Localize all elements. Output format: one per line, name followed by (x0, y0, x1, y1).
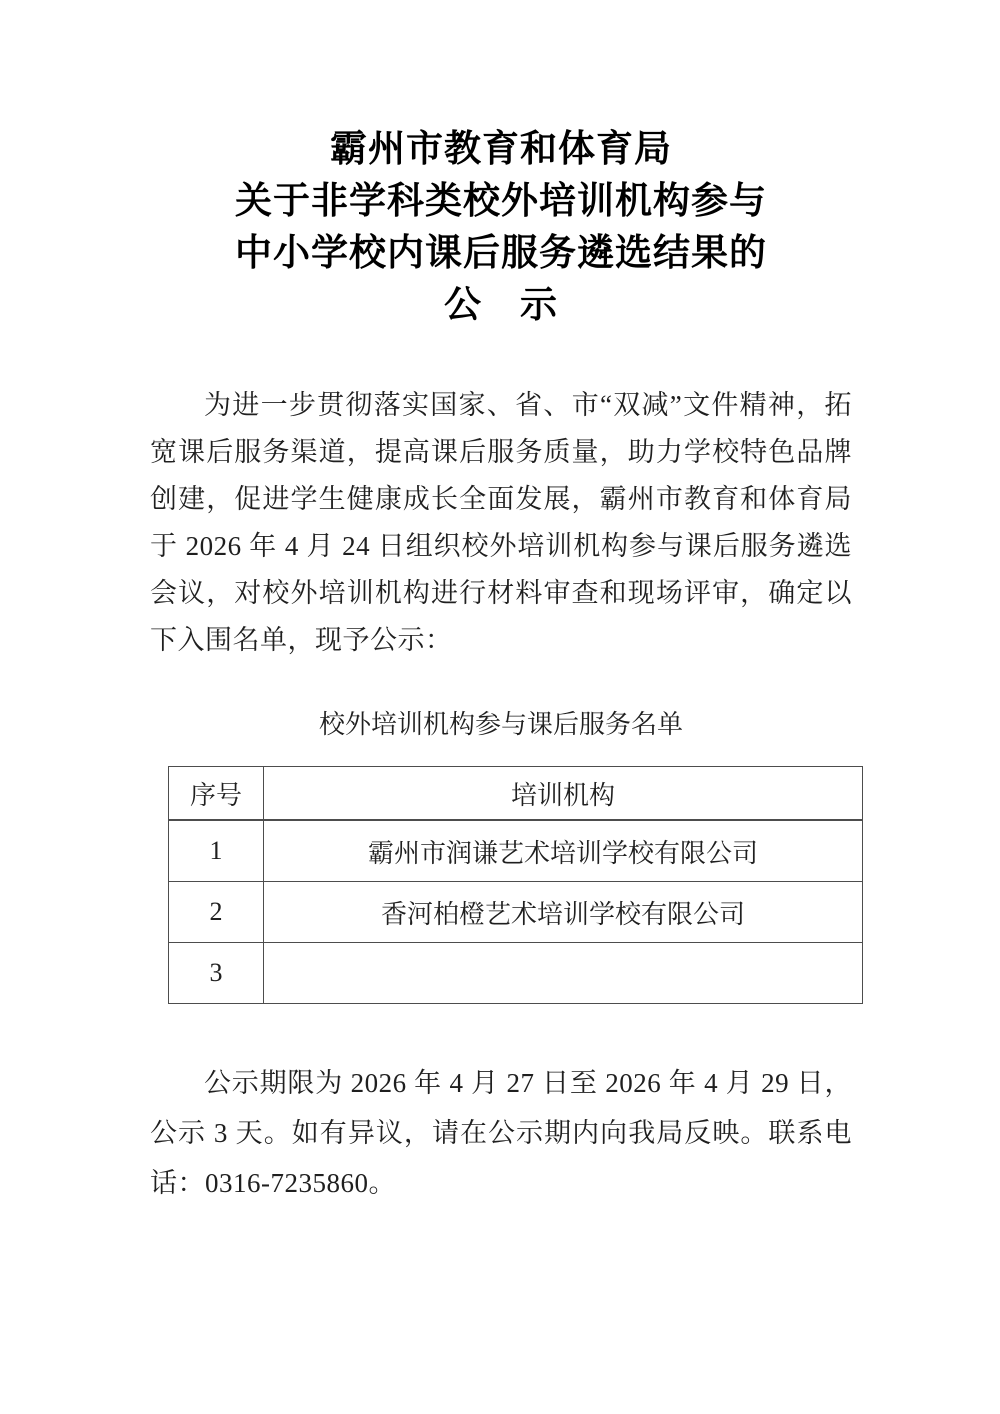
cell-index: 3 (169, 943, 264, 1004)
table-header-row (169, 767, 863, 821)
document-title (150, 0, 852, 332)
table-row (169, 943, 863, 1004)
cell-index: 2 (169, 882, 264, 943)
table-caption: 校外培训机构参与课后服务名单 (318, 710, 683, 739)
title-line-agency: 霸州市教育和体育局 (330, 129, 672, 170)
roster-table-body (169, 820, 863, 1004)
cell-organization: 霸州市润谦艺术培训学校有限公司 (264, 820, 863, 882)
table-row (169, 820, 863, 882)
notice-period-paragraph: 公示期限为 2026 年 4 月 27 日至 2026 年 4 月 29 日，公示 3 天。如有异议，请在公示期内向我局反映。联系电话：0316-7235860。 (150, 1068, 852, 1198)
title-line-subject-2: 中小学校内课后服务遴选结果的 (235, 233, 767, 274)
cell-organization (264, 943, 863, 1004)
roster-table-head (169, 767, 863, 821)
table-row (169, 882, 863, 943)
document-content (150, 0, 852, 1208)
title-line-subject-1: 关于非学科类校外培训机构参与 (235, 181, 767, 222)
header-cell-organization: 培训机构 (264, 767, 863, 821)
intro-paragraph: 为进一步贯彻落实国家、省、市“双减”文件精神，拓宽课后服务渠道，提高课后服务质量，助力学校特色品牌创建，促进学生健康成长全面发展，霸州市教育和体育局于 2026 年 4 月 24 日组织校外培训机构参与课后服务遴选会议，对校外培训机构进行材料审查和现场评审，确定以下入围名单，现予公示： (150, 390, 852, 655)
title-line-notice: 公 示 (444, 285, 558, 326)
header-cell-index: 序号 (169, 767, 264, 821)
roster-table (168, 766, 863, 1004)
cell-organization: 香河柏橙艺术培训学校有限公司 (264, 882, 863, 943)
cell-index: 1 (169, 820, 264, 882)
